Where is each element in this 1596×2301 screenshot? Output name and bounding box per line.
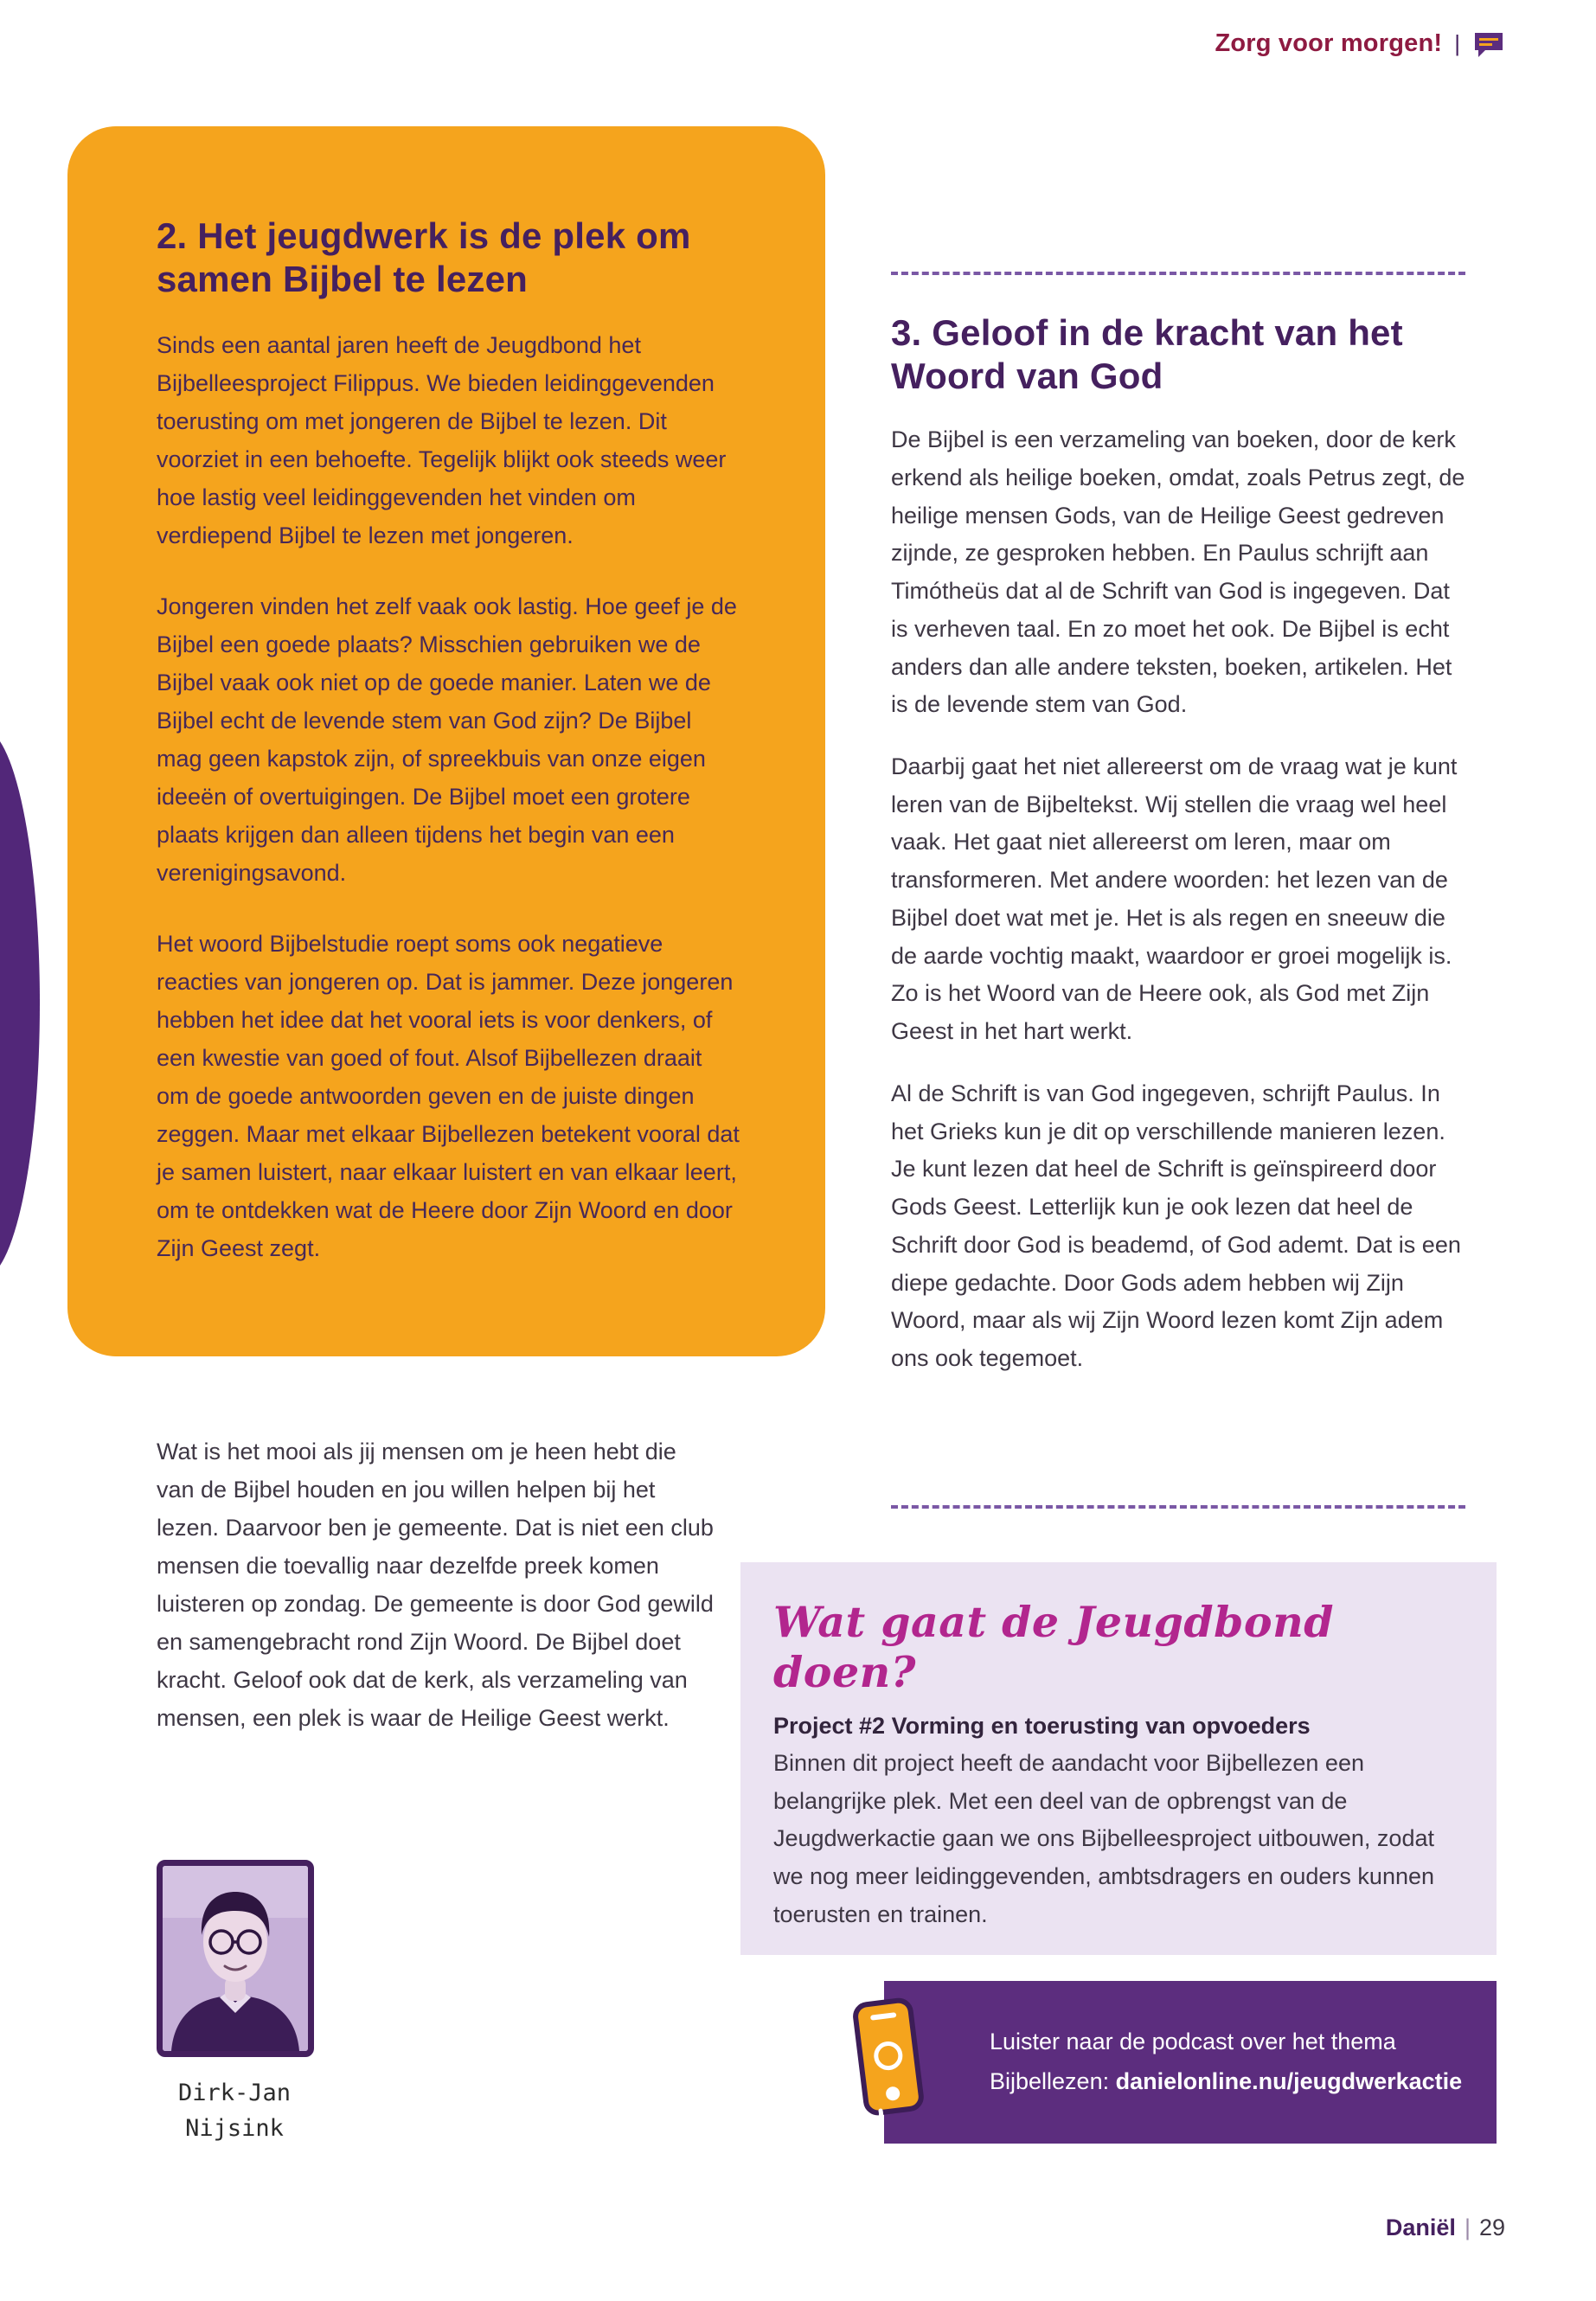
article-3-heading: 3. Geloof in de kracht van het Woord van God: [891, 312, 1403, 396]
dashed-divider-bottom: [891, 1505, 1465, 1509]
promo-subheading: Project #2 Vorming en toerusting van opvoeders: [773, 1713, 1311, 1739]
author-photo: [157, 1860, 314, 2057]
promo-script-heading: Wat gaat de Jeugdbond doen?: [773, 1597, 1335, 1697]
decor-purple-blob: [0, 728, 40, 1279]
speech-bubble-icon: [1472, 30, 1505, 58]
page-header: [1215, 29, 1505, 58]
article-2-paragraph-3: Het woord Bijbelstudie roept soms ook negatieve reacties van jongeren op. Dat is jammer. Deze jongeren hebben het idee dat het vooral iets is voor denkers, of een kwestie van goed of fout. Alsof Bijbellezen draait om de goede antwoorden geven en de juiste dingen zeggen. Maar met elkaar Bijbellezen betekent vooral dat je samen luistert, naar elkaar luistert en van elkaar leert, om te ontdekken wat de Heere door Zijn Woord en door Zijn Geest zegt.: [157, 931, 740, 1262]
header-separator: |: [1454, 30, 1460, 56]
photo-caption-line1: Dirk-Jan: [177, 2080, 292, 2106]
podcast-link[interactable]: danielonline.nu/jeugdwerkactie: [1115, 2068, 1463, 2094]
podcast-banner: [884, 1981, 1497, 2144]
footer-brand: Daniël: [1385, 2214, 1456, 2240]
article-3-paragraph-1: De Bijbel is een verzameling van boeken, door de kerk erkend als heilige boeken, omdat, zoals Petrus zegt, de heilige mensen Gods, van de Heilige Geest gedreven zijnde, ze gesproken hebben. En Paulus schrijft aan Timótheüs dat al de Schrift van God is ingegeven. Dat is verheven taal. En zo moet het ook. De Bijbel is echt anders dan alle andere teksten, boeken, artikelen. Het is de levende stem van God.: [891, 426, 1465, 718]
dashed-divider-top: [891, 272, 1465, 275]
header-tagline: Zorg voor morgen!: [1215, 29, 1443, 57]
article-3-paragraph-3: Al de Schrift is van God ingegeven, schrijft Paulus. In het Grieks kun je dit op verschillende manieren lezen. Je kunt lezen dat heel de Schrift is geïnspireerd door Gods Geest. Letterlijk kun je ook lezen dat heel de Schrift door God is beademd, of God ademt. Dat is een diepe gedachte. Door Gods adem hebben wij Zijn Woord, maar als wij Zijn Woord lezen komt Zijn adem ons ook tegemoet.: [891, 1080, 1461, 1371]
promo-box-jeugdbond: [740, 1562, 1497, 1955]
author-portrait-illustration: [163, 1866, 308, 2051]
article-2-heading: 2. Het jeugdwerk is de plek om samen Bijbel te lezen: [157, 215, 691, 299]
podcast-line2-prefix: Bijbellezen:: [990, 2068, 1116, 2094]
footer-page-number: 29: [1478, 2214, 1505, 2240]
article-card-jeugdwerk: [67, 126, 825, 1356]
podcast-text: [884, 2022, 1479, 2102]
promo-body: Binnen dit project heeft de aandacht voor Bijbellezen een belangrijke plek. Met een deel van de opbrengst van de Jeugdwerkactie gaan we ons Bijbelleesproject uitbouwen, zodat we nog meer leidinggevenden, ambtsdragers en ouders kunnen toerusten en trainen.: [773, 1750, 1435, 1927]
article-2-paragraph-2: Jongeren vinden het zelf vaak ook lastig. Hoe geef je de Bijbel een goede plaats? Misschien gebruiken we de Bijbel vaak ook niet op de goede manier. Laten we de Bijbel echt de levende stem van God zijn? De Bijbel mag geen kapstok zijn, of spreekbuis van onze eigen ideeën of overtuigingen. De Bijbel moet een grotere plaats krijgen dan alleen tijdens het begin van een verenigingsavond.: [157, 593, 737, 887]
podcast-line1: Luister naar de podcast over het thema: [990, 2029, 1396, 2055]
article-2-paragraph-1: Sinds een aantal jaren heeft de Jeugdbond het Bijbelleesproject Filippus. We bieden leidinggevenden toerusting om met jongeren de Bijbel te lezen. Dit voorziet in een behoefte. Tegelijk blijkt ook steeds weer hoe lastig veel leidinggevenden het vinden om verdiepend Bijbel te lezen met jongeren.: [157, 332, 727, 549]
article-3-paragraph-2: Daarbij gaat het niet allereerst om de vraag wat je kunt leren van de Bijbeltekst. Wij stellen die vraag wel heel vaak. Het gaat niet allereerst om leren, maar om transformeren. Met andere woorden: het lezen van de Bijbel doet wat met je. Het is als regen en sneeuw die de aarde vochtig maakt, waardoor er groei mogelijk is. Zo is het Woord van de Heere ook, als God met Zijn Geest in het hart werkt.: [891, 753, 1458, 1045]
page-footer: [1386, 2214, 1505, 2241]
article-3-column: [891, 272, 1465, 1378]
hand-holding-phone-icon: [806, 1986, 953, 2142]
footer-separator: |: [1464, 2214, 1471, 2240]
photo-caption-line2: Nijsink: [185, 2114, 284, 2142]
article-2-closing-paragraph: Wat is het mooi als jij mensen om je heen hebt die van de Bijbel houden en jou willen helpen bij het lezen. Daarvoor ben je gemeente. Dat is niet een club mensen die toevallig naar dezelfde preek komen luisteren op zondag. De gemeente is door God gewild en samengebracht rond Zijn Woord. De Bijbel doet kracht. Geloof ook dat de kerk, als verzameling van mensen, een plek is waar de Heilige Geest werkt.: [157, 1439, 714, 1731]
photo-caption: [105, 2076, 364, 2146]
